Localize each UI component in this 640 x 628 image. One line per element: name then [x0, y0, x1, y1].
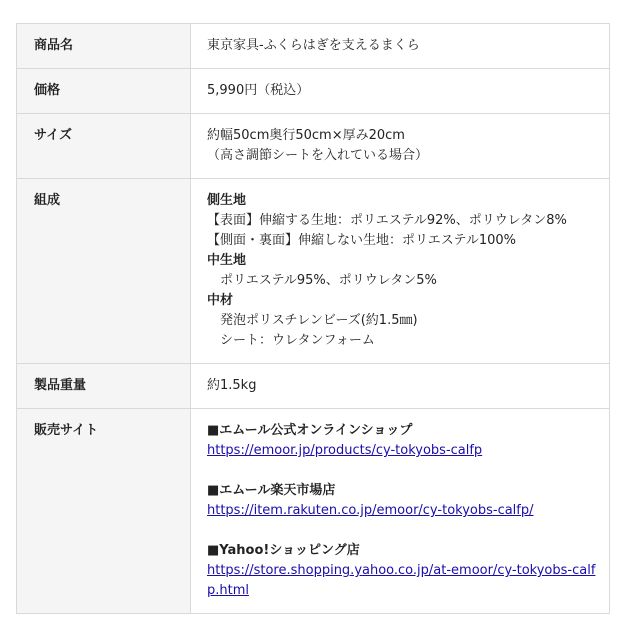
composition-middle-heading: 中生地: [207, 253, 247, 268]
spec-value-product-name: 東京家具-ふくらはぎを支えるまくら: [191, 24, 610, 69]
composition-side-heading: 側生地: [207, 193, 247, 208]
spec-value-composition: [191, 179, 610, 364]
shop-rakuten-title: ■エムール楽天市場店: [207, 483, 336, 498]
product-spec-table: [16, 23, 610, 614]
shop-emoor-title: ■エムール公式オンラインショップ: [207, 423, 413, 438]
spec-value-shops: [191, 409, 610, 614]
composition-filling-beads: 発泡ポリスチレンビーズ(約1.5㎜): [220, 313, 418, 328]
spec-row-shops: [17, 409, 610, 614]
shop-spacer: [207, 521, 599, 541]
shop-yahoo-title: ■Yahoo!ショッピング店: [207, 543, 360, 558]
composition-filling-sheet: シート：ウレタンフォーム: [220, 333, 375, 348]
spec-row-product-name: [17, 24, 610, 69]
spec-label-price: 価格: [17, 69, 191, 114]
spec-value-size: [191, 114, 610, 179]
spec-label-composition: 組成: [17, 179, 191, 364]
spec-row-size: [17, 114, 610, 179]
spec-label-size: サイズ: [17, 114, 191, 179]
composition-side-surface: 【表面】伸縮する生地：ポリエステル92%、ポリウレタン8%: [207, 213, 567, 228]
spec-row-weight: [17, 364, 610, 409]
shop-emoor-link[interactable]: https://emoor.jp/products/cy-tokyobs-calfp: [207, 443, 483, 458]
spec-label-weight: 製品重量: [17, 364, 191, 409]
composition-filling-heading: 中材: [207, 293, 234, 308]
composition-side-back: 【側面・裏面】伸縮しない生地：ポリエステル100%: [207, 233, 516, 248]
shop-rakuten-link[interactable]: https://item.rakuten.co.jp/emoor/cy-tokyobs-calfp/: [207, 503, 534, 518]
shop-yahoo-link[interactable]: https://store.shopping.yahoo.co.jp/at-emoor/cy-tokyobs-calfp.html: [207, 563, 596, 598]
spec-value-price: 5,990円（税込）: [191, 69, 610, 114]
spec-row-price: [17, 69, 610, 114]
spec-row-composition: [17, 179, 610, 364]
shop-spacer: [207, 461, 599, 481]
size-note: （高さ調節シートを入れている場合）: [207, 148, 429, 163]
composition-middle-material: ポリエステル95%、ポリウレタン5%: [220, 273, 437, 288]
size-dimensions: 約幅50cm奥行50cm×厚み20cm: [207, 128, 405, 143]
spec-value-weight: 約1.5kg: [191, 364, 610, 409]
spec-label-product-name: 商品名: [17, 24, 191, 69]
spec-label-shops: 販売サイト: [17, 409, 191, 614]
